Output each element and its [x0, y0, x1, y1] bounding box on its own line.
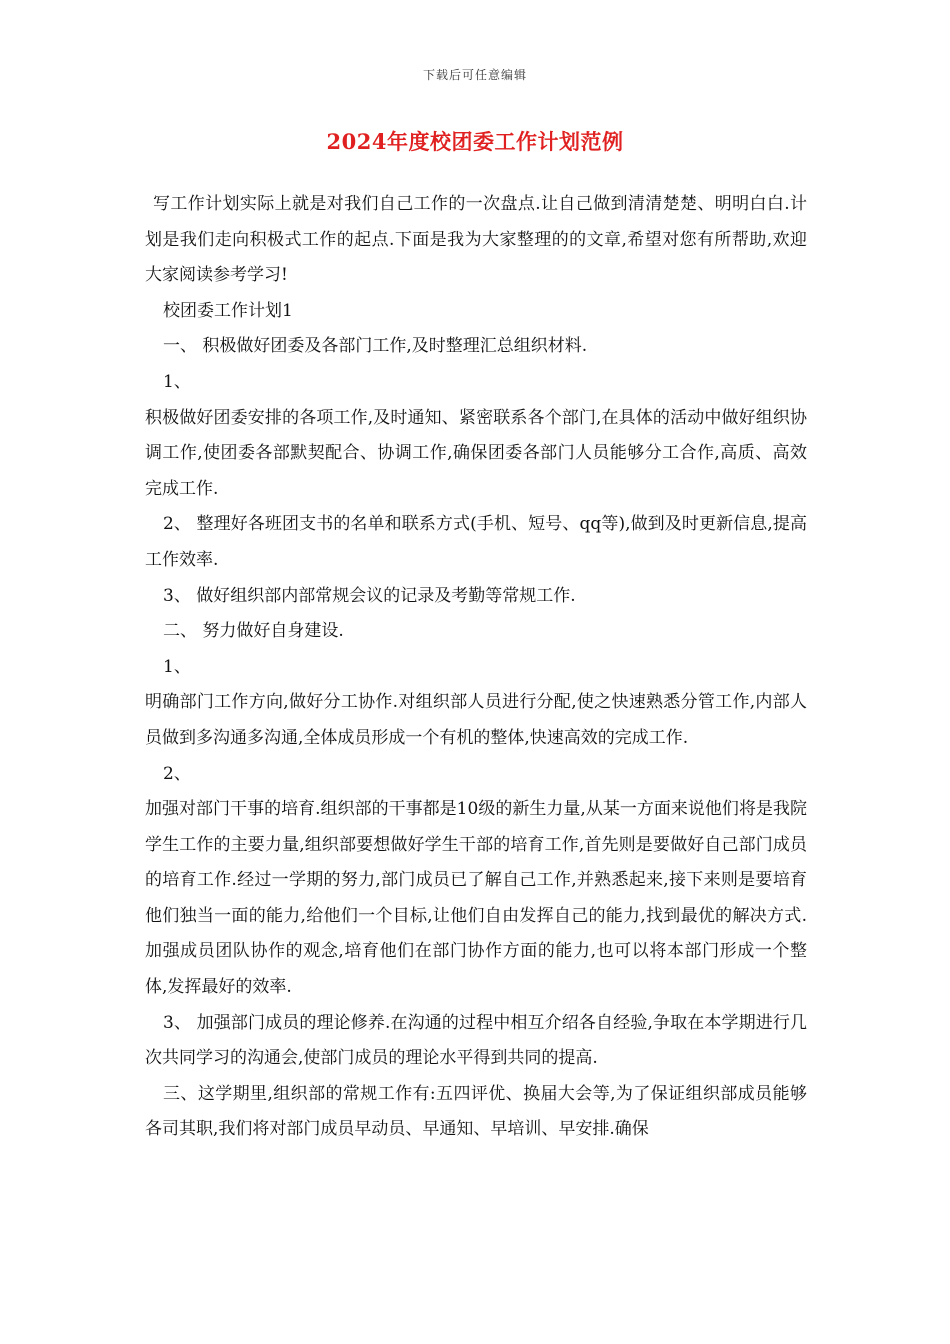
list-item: 3、 做好组织部内部常规会议的记录及考勤等常规工作.: [163, 585, 576, 606]
document-body: [145, 187, 807, 1148]
section-heading: 校团委工作计划1: [163, 300, 293, 321]
list-item-number: 1、: [163, 656, 191, 677]
list-item: 2、 整理好各班团支书的名单和联系方式(手机、短号、qq等),做到及时更新信息,提高工作效率.: [145, 514, 807, 570]
list-item: 3、 加强部门成员的理论修养.在沟通的过程中相互介绍各自经验,争取在本学期进行几次共同学习的沟通会,使部门成员的理论水平得到共同的提高.: [145, 1012, 807, 1069]
intro-paragraph: 写工作计划实际上就是对我们自己工作的一次盘点.让自己做到清清楚楚、明明白白.计划是我们走向积极式工作的起点.下面是我为大家整理的的文章,希望对您有所帮助,欢迎大家阅读参考学习!: [145, 194, 807, 286]
header-note: 下载后可任意编辑: [422, 68, 527, 82]
list-item-number: 1、: [163, 371, 191, 392]
document-title: 2024年度校团委工作计划范例: [326, 129, 624, 154]
list-item-number: 2、: [163, 763, 191, 784]
paragraph: 积极做好团委安排的各项工作,及时通知、紧密联系各个部门,在具体的活动中做好组织协调工作,使团委各部默契配合、协调工作,确保团委各部门人员能够分工合作,高质、高效完成工作.: [145, 407, 807, 499]
section-item-one: 一、 积极做好团委及各部门工作,及时整理汇总组织材料.: [163, 336, 588, 357]
section-item-three: 三、这学期里,组织部的常规工作有:五四评优、换届大会等,为了保证组织部成员能够各司其职,我们将对部门成员早动员、早通知、早培训、早安排.确保: [145, 1083, 807, 1140]
paragraph: 明确部门工作方向,做好分工协作.对组织部人员进行分配,使之快速熟悉分管工作,内部人员做到多沟通多沟通,全体成员形成一个有机的整体,快速高效的完成工作.: [145, 692, 807, 748]
paragraph: 加强对部门干事的培育.组织部的干事都是10级的新生力量,从某一方面来说他们将是我院学生工作的主要力量,组织部要想做好学生干部的培育工作,首先则是要做好自己部门成员的培育工作.经过一学期的努力,部门成员已了解自己工作,并熟悉起来,接下来则是要培育他们独当一面的能力,给他们一个目标,让他们自由发挥自己的能力,找到最优的解决方式.加强成员团队协作的观念,培育他们在部门协作方面的能力,也可以将本部门形成一个整体,发挥最好的效率.: [145, 799, 807, 998]
section-item-two: 二、 努力做好自身建设.: [163, 621, 344, 642]
